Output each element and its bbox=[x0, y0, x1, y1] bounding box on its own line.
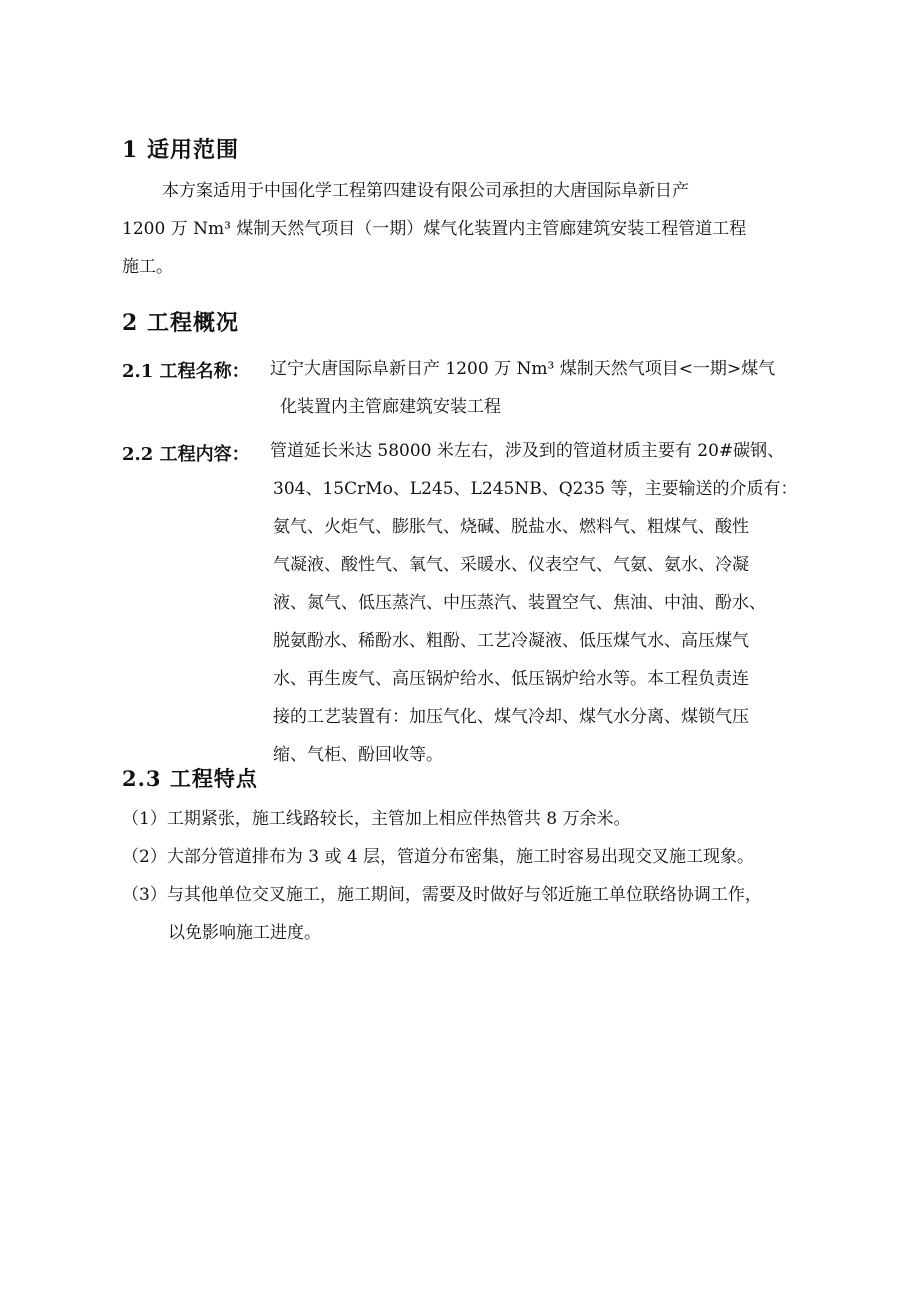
section1-heading: 1 适用范围 bbox=[122, 137, 239, 163]
item22-label: 2.2 工程内容： bbox=[122, 444, 250, 465]
item21-line-1: 辽宁大唐国际阜新日产 1200 万 Nm³ 煤制天然气项目<一期>煤气 bbox=[270, 359, 776, 379]
section1-paragraph bbox=[122, 172, 798, 286]
item22-line-3: 氨气、火炬气、膨胀气、烧碱、脱盐水、燃料气、粗煤气、酸性 bbox=[273, 517, 749, 537]
item22-line-4: 气凝液、酸性气、氧气、采暖水、仪表空气、气氨、氨水、冷凝 bbox=[273, 555, 749, 575]
item21-text bbox=[270, 350, 800, 426]
section2-heading: 2 工程概况 bbox=[122, 310, 239, 336]
item22-line-6: 脱氨酚水、稀酚水、粗酚、工艺冷凝液、低压煤气水、高压煤气 bbox=[273, 631, 749, 651]
item21-line-2: 化装置内主管廊建筑安装工程 bbox=[280, 397, 501, 417]
section1-line-3: 施工。 bbox=[122, 257, 173, 277]
item21-label: 2.1 工程名称： bbox=[122, 361, 250, 382]
item22-line-9: 缩、气柜、酚回收等。 bbox=[273, 745, 443, 765]
item22-line-7: 水、再生废气、高压锅炉给水、低压锅炉给水等。本工程负责连 bbox=[273, 669, 749, 689]
section1-line-2: 1200 万 Nm³ 煤制天然气项目（一期）煤气化装置内主管廊建筑安装工程管道工程 bbox=[122, 219, 747, 239]
item22-line-8: 接的工艺装置有：加压气化、煤气冷却、煤气水分离、煤锁气压 bbox=[273, 707, 749, 727]
item23-point-2: （2）大部分管道排布为 3 或 4 层，管道分布密集，施工时容易出现交叉施工现象。 bbox=[122, 847, 755, 867]
item23-point-3: （3）与其他单位交叉施工，施工期间，需要及时做好与邻近施工单位联络协调工作， bbox=[122, 885, 762, 905]
item23-point-1: （1）工期紧张，施工线路较长，主管加上相应伴热管共 8 万余米。 bbox=[122, 809, 631, 829]
item23-points bbox=[122, 800, 812, 952]
item22-text bbox=[270, 432, 800, 774]
item22-line-1: 管道延长米达 58000 米左右，涉及到的管道材质主要有 20#碳钢、 bbox=[270, 441, 785, 461]
item22-line-5: 液、氮气、低压蒸汽、中压蒸汽、装置空气、焦油、中油、酚水、 bbox=[273, 593, 766, 613]
item23-point-3-continuation: 以免影响施工进度。 bbox=[168, 923, 321, 943]
item22-line-2: 304、15CrMo、L245、L245NB、Q235 等，主要输送的介质有： bbox=[273, 479, 798, 499]
section1-line-1: 本方案适用于中国化学工程第四建设有限公司承担的大唐国际阜新日产 bbox=[162, 181, 689, 201]
item23-heading: 2.3 工程特点 bbox=[122, 766, 258, 791]
